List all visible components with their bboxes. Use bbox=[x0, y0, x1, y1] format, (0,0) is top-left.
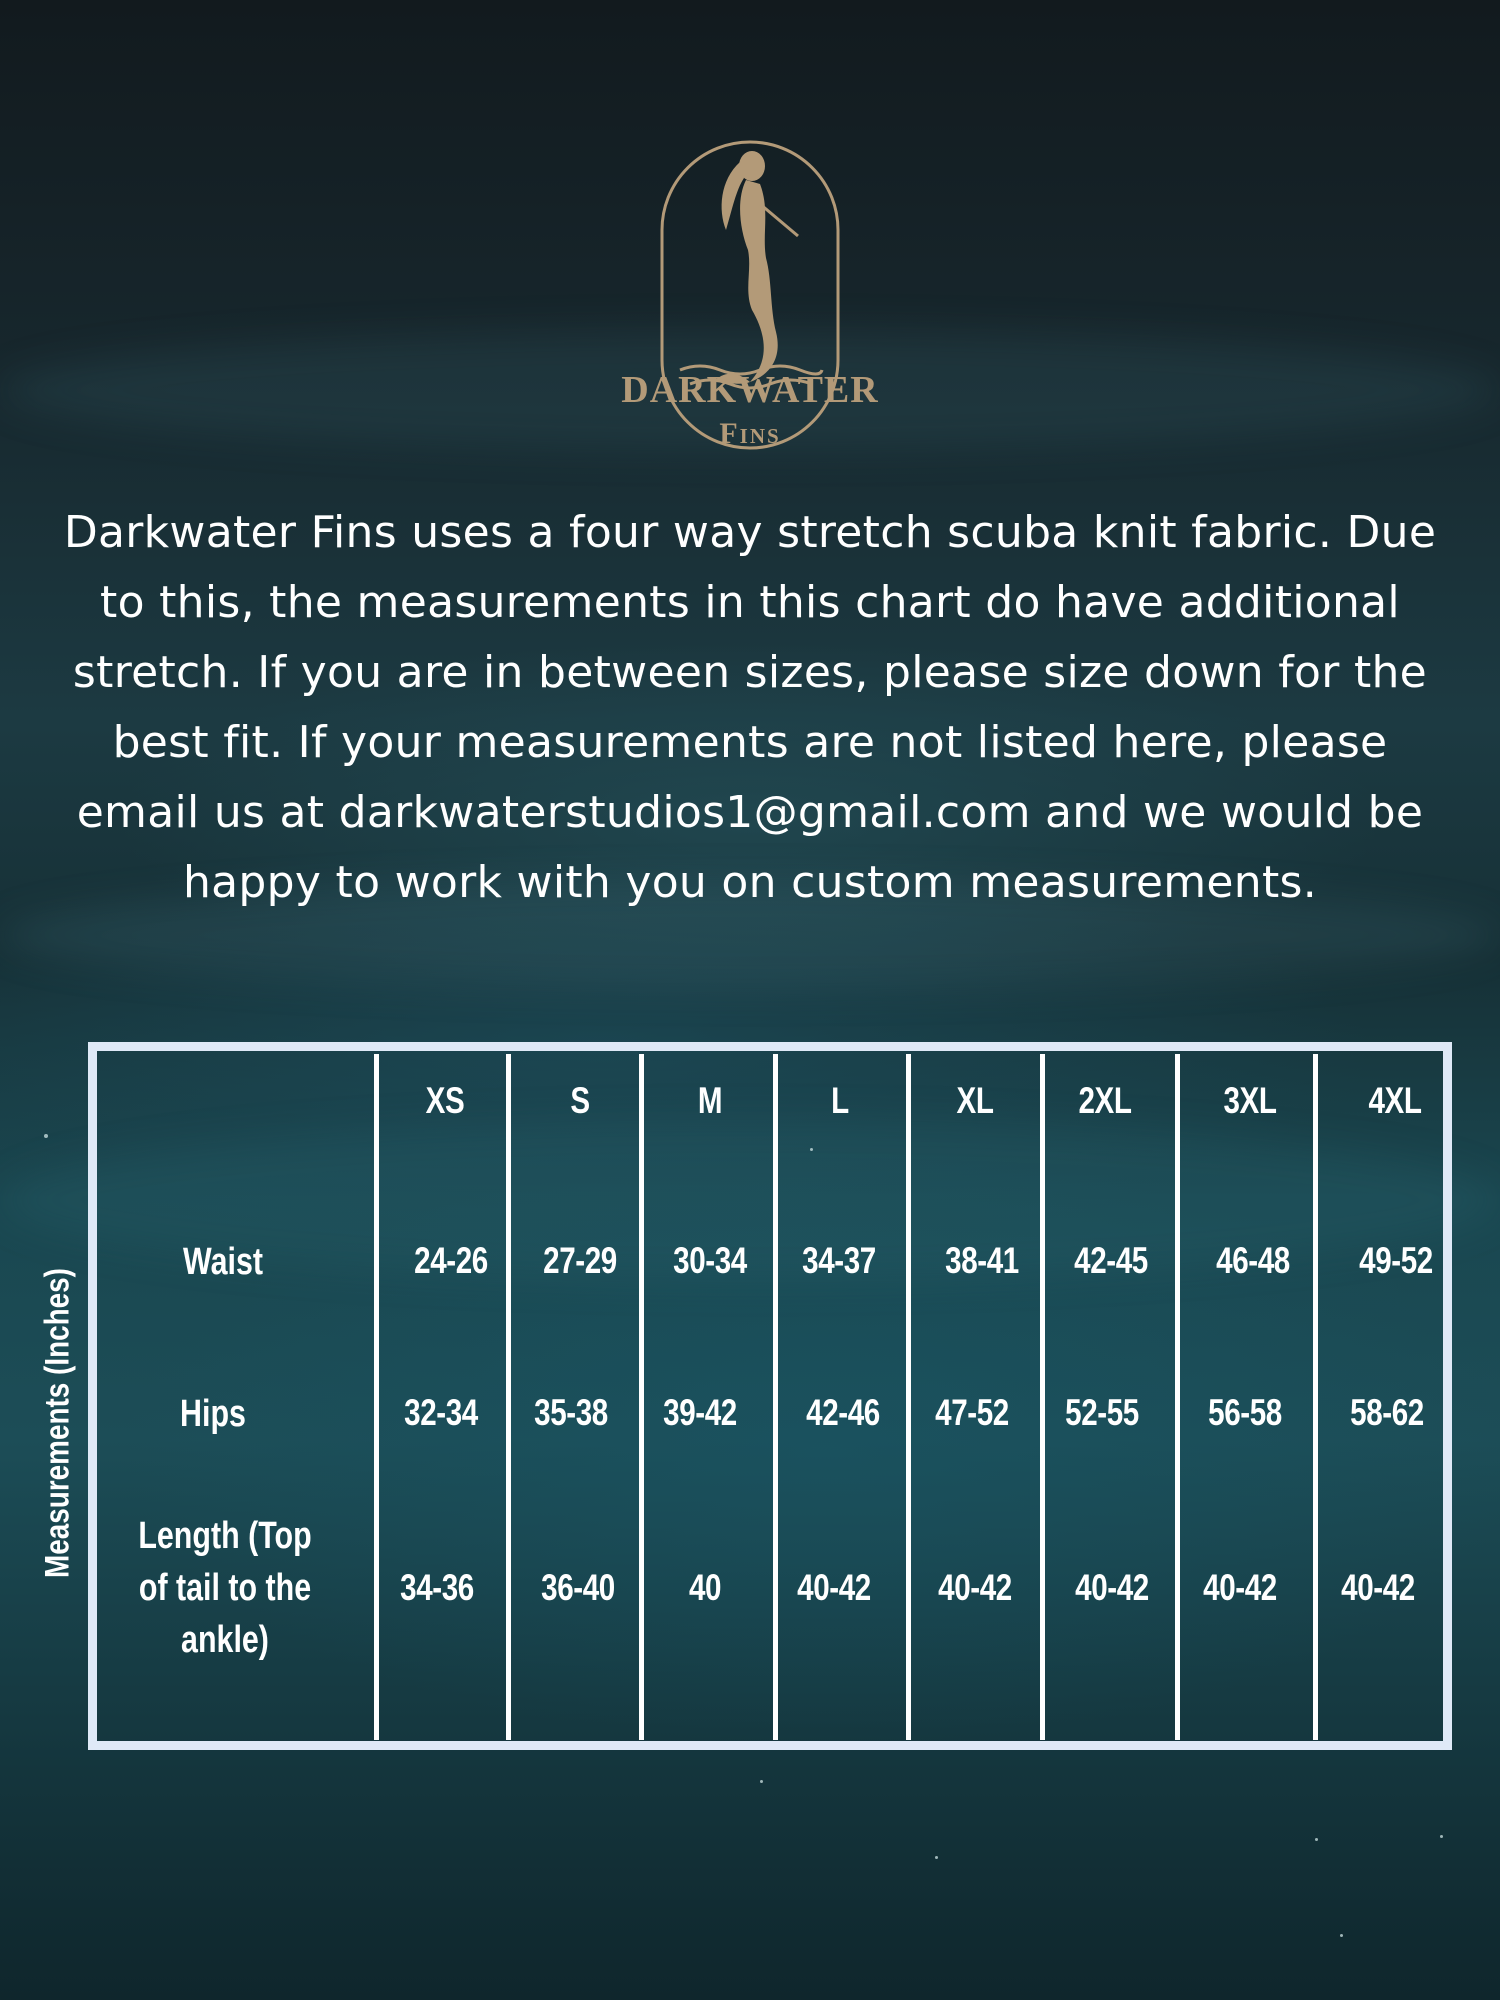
particle bbox=[1315, 1838, 1318, 1841]
measurements-axis-label: Measurements (Inches) bbox=[38, 1268, 77, 1578]
table-cell: 30-34 bbox=[673, 1240, 747, 1281]
brand-name-line1: DARKWATER bbox=[621, 369, 879, 411]
table-cell: 56-58 bbox=[1208, 1392, 1282, 1433]
row-label-length: Length (Top of tail to the ankle) bbox=[138, 1515, 312, 1661]
column-divider bbox=[906, 1054, 911, 1740]
table-cell: 47-52 bbox=[935, 1392, 1009, 1433]
particle bbox=[1340, 1934, 1343, 1937]
brand-logo bbox=[621, 120, 879, 460]
column-divider bbox=[374, 1054, 379, 1740]
table-cell: 32-34 bbox=[404, 1392, 478, 1433]
particle bbox=[810, 1148, 813, 1151]
table-cell: 40-42 bbox=[797, 1567, 871, 1608]
size-header-4xl: 4XL bbox=[1368, 1080, 1422, 1121]
size-header-l: L bbox=[831, 1080, 849, 1121]
column-divider bbox=[1313, 1054, 1318, 1740]
table-cell: 42-45 bbox=[1074, 1240, 1148, 1281]
table-cell: 46-48 bbox=[1216, 1240, 1290, 1281]
row-label-waist: Waist bbox=[183, 1241, 263, 1283]
size-header-m: M bbox=[697, 1080, 723, 1121]
intro-paragraph: Darkwater Fins uses a four way stretch scuba knit fabric. Due to this, the measurements in this chart do have additional stretch. If you are in between sizes, please size down for the best fit. If your measurements are not listed here, please email us at darkwaterstudios1@gmail.com and we would be happy to work with you on custom measurements. bbox=[63, 507, 1437, 908]
particle bbox=[935, 1856, 938, 1859]
table-cell: 36-40 bbox=[541, 1567, 615, 1608]
table-cell: 27-29 bbox=[543, 1240, 617, 1281]
table-cell: 40-42 bbox=[1341, 1567, 1415, 1608]
column-divider bbox=[1040, 1054, 1045, 1740]
table-cell: 58-62 bbox=[1350, 1392, 1424, 1433]
table-cell: 40-42 bbox=[1075, 1567, 1149, 1608]
table-cell: 39-42 bbox=[663, 1392, 737, 1433]
table-cell: 40-42 bbox=[938, 1567, 1012, 1608]
particle bbox=[44, 1134, 48, 1138]
table-cell: 34-37 bbox=[802, 1240, 876, 1281]
table-cell: 40 bbox=[688, 1567, 722, 1608]
size-header-xs: XS bbox=[425, 1080, 465, 1121]
column-divider bbox=[1175, 1054, 1180, 1740]
size-header-3xl: 3XL bbox=[1223, 1080, 1277, 1121]
table-cell: 35-38 bbox=[534, 1392, 608, 1433]
table-cell: 24-26 bbox=[414, 1240, 488, 1281]
table-cell: 40-42 bbox=[1203, 1567, 1277, 1608]
size-header-xl: XL bbox=[956, 1080, 994, 1121]
column-divider bbox=[639, 1054, 644, 1740]
column-divider bbox=[773, 1054, 778, 1740]
table-cell: 42-46 bbox=[806, 1392, 880, 1433]
size-header-2xl: 2XL bbox=[1078, 1080, 1132, 1121]
column-divider bbox=[506, 1054, 511, 1740]
particle bbox=[760, 1780, 763, 1783]
table-cell: 34-36 bbox=[400, 1567, 474, 1608]
brand-name-line2: Fins bbox=[719, 417, 781, 450]
particle bbox=[1440, 1835, 1443, 1838]
table-cell: 49-52 bbox=[1359, 1240, 1433, 1281]
table-cell: 38-41 bbox=[945, 1240, 1019, 1281]
size-header-s: S bbox=[570, 1080, 590, 1121]
row-label-hips: Hips bbox=[180, 1393, 246, 1435]
table-cell: 52-55 bbox=[1065, 1392, 1139, 1433]
